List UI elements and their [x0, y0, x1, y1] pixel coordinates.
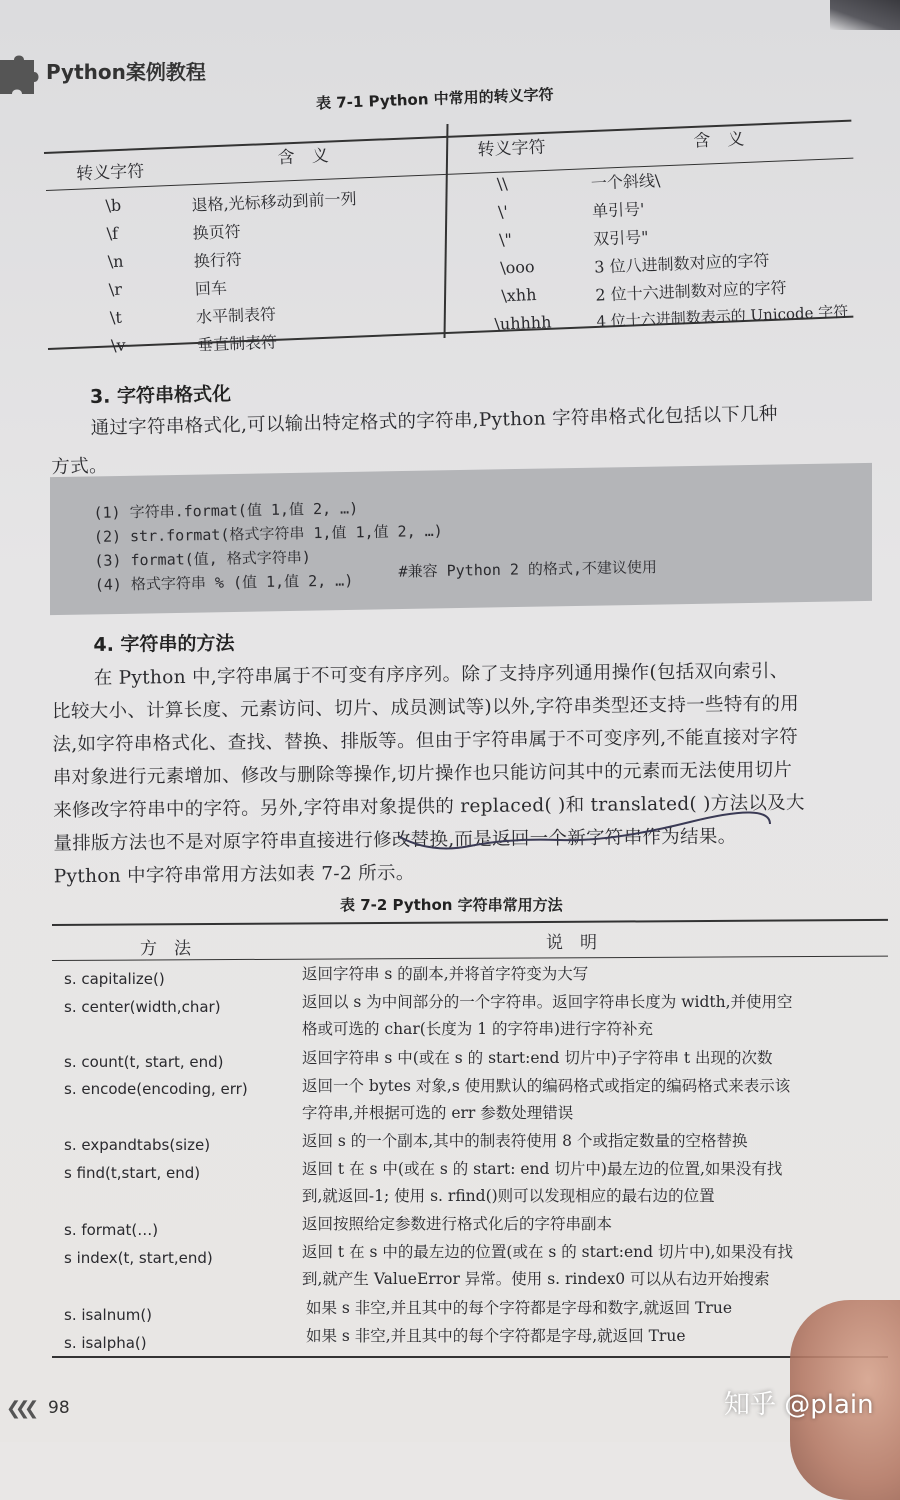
meaning-cell: 垂直制表符 — [196, 332, 278, 355]
meaning-cell: 换行符 — [193, 249, 243, 271]
meaning-cell: 双引号" — [592, 227, 649, 249]
method-description: 到,就返回-1; 使用 s. rfind()则可以发现相应的最右边的位置 — [302, 1187, 715, 1205]
method-description: 返回 t 在 s 中的最左边的位置(或在 s 的 start:end 切片中),如果没有找 — [302, 1243, 793, 1261]
method-name: s. count(t, start, end) — [64, 1053, 224, 1071]
code-line: (2) str.format(格式字符串 1,值 1,值 2, …) — [93, 521, 443, 546]
paragraph-line: 量排版方法也不是对原字符串直接进行修改替换,而是返回一个新字符串作为结果。 — [53, 826, 737, 855]
esc-cell: \' — [497, 202, 509, 222]
esc-cell: \" — [498, 229, 513, 250]
meaning-cell: 退格,光标移动到前一列 — [191, 189, 357, 215]
method-name: s. isalpha() — [64, 1334, 147, 1352]
paragraph-line: Python 中字符串常用方法如表 7-2 所示。 — [53, 862, 415, 888]
method-name: s find(t,start, end) — [64, 1164, 201, 1182]
method-description: 返回字符串 s 的副本,并将首字符变为大写 — [302, 965, 589, 983]
meaning-cell: 水平制表符 — [195, 304, 277, 327]
method-description: 返回字符串 s 中(或在 s 的 start:end 切片中)子字符串 t 出现的次数 — [302, 1049, 773, 1067]
code-line: (1) 字符串.format(值 1,值 2, …) — [93, 499, 359, 522]
method-description: 如果 s 非空,并且其中的每个字符都是字母和数字,就返回 True — [306, 1299, 732, 1317]
paragraph-line: 通过字符串格式化,可以输出特定格式的字符串,Python 字符串格式化包括以下几种 — [90, 403, 778, 439]
meaning-cell: 换页符 — [192, 221, 242, 243]
esc-cell: \t — [109, 307, 123, 328]
meaning-cell: 一个斜线\ — [590, 170, 661, 193]
paragraph-line: 法,如字符串格式化、查找、替换、排版等。但由于字符串属于不可变序列,不能直接对字符 — [52, 726, 799, 756]
method-name: s. isalnum() — [64, 1306, 153, 1324]
esc-cell: \\ — [496, 174, 509, 194]
table-caption: 表 7-1 Python 中常用的转义字符 — [315, 85, 554, 113]
paragraph-line: 方式。 — [51, 455, 109, 478]
code-line: (4) 格式字符串 % (值 1,值 2, …) — [94, 571, 354, 594]
watermark: 知乎 @plain — [724, 1390, 874, 1420]
header-esc-left: 转义字符 — [75, 161, 145, 185]
meaning-cell: 2 位十六进制数对应的字符 — [595, 277, 787, 305]
page-number: 98 — [48, 1398, 70, 1418]
method-name: s. encode(encoding, err) — [64, 1080, 248, 1098]
method-description: 返回按照给定参数进行格式化后的字符串副本 — [302, 1215, 613, 1233]
esc-cell: \f — [106, 223, 119, 244]
esc-cell: \xhh — [501, 284, 537, 306]
method-description: 返回 s 的一个副本,其中的制表符使用 8 个或指定数量的空格替换 — [302, 1132, 748, 1150]
paragraph-line: 串对象进行元素增加、修改与删除等操作,切片操作也只能访问其中的元素而无法使用切片 — [52, 759, 793, 789]
header-meaning-left: 含 义 — [277, 146, 330, 169]
chevrons-left-icon: ❮❮❮ — [6, 1398, 34, 1419]
method-description: 返回 t 在 s 中(或在 s 的 start: end 切片中)最左边的位置,如果没有找 — [302, 1160, 783, 1178]
code-line: (3) format(值, 格式字符串) — [94, 548, 311, 570]
esc-cell: \v — [110, 335, 126, 356]
method-name: s index(t, start,end) — [64, 1249, 213, 1267]
esc-cell: \n — [107, 251, 124, 272]
paragraph-line: 在 Python 中,字符串属于不可变有序序列。除了支持序列通用操作(包括双向索引、 — [93, 660, 789, 689]
meaning-cell: 回车 — [194, 278, 228, 299]
section-heading: 3. 字符串格式化 — [89, 383, 232, 408]
method-name: s. center(width,char) — [64, 998, 221, 1016]
esc-cell: \r — [108, 279, 123, 300]
method-name: s. expandtabs(size) — [64, 1136, 211, 1154]
header-description: 说 明 — [546, 933, 597, 953]
table-top-rule — [52, 919, 888, 926]
header-meaning-right: 含 义 — [692, 129, 745, 152]
table-bottom-rule — [52, 1356, 888, 1358]
esc-cell: \ooo — [499, 257, 535, 278]
table-caption: 表 7-2 Python 字符串常用方法 — [340, 896, 563, 914]
paragraph-line: 来修改字符串中的字符。另外,字符串对象提供的 replaced( )和 translated( )方法以及大 — [53, 792, 805, 822]
method-description: 返回一个 bytes 对象,s 使用默认的编码格式或指定的编码格式来表示该 — [302, 1077, 791, 1095]
method-description: 如果 s 非空,并且其中的每个字符都是字母,就返回 True — [306, 1327, 686, 1345]
method-description: 返回以 s 为中间部分的一个字符串。返回字符串长度为 width,并使用空 — [302, 993, 793, 1011]
method-description: 字符串,并根据可选的 err 参数处理错误 — [302, 1104, 574, 1122]
esc-cell: \b — [105, 195, 122, 216]
book-title: Python案例教程 — [46, 60, 206, 84]
paragraph-line: 比较大小、计算长度、元素访问、切片、成员测试等)以外,字符串类型还支持一些特有的用 — [52, 693, 800, 723]
header-method: 方 法 — [140, 939, 191, 959]
method-name: s. format(…) — [64, 1221, 159, 1239]
header-esc-right: 转义字符 — [477, 137, 546, 161]
method-name: s. capitalize() — [64, 970, 165, 988]
meaning-cell: 单引号' — [591, 199, 645, 221]
esc-cell: \uhhhh — [494, 312, 552, 334]
meaning-cell: 3 位八进制数对应的字符 — [593, 250, 770, 277]
section-heading: 4. 字符串的方法 — [93, 632, 235, 656]
method-description: 格或可选的 char(长度为 1 的字符串)进行字符补充 — [302, 1020, 654, 1038]
code-comment: #兼容 Python 2 的格式,不建议使用 — [398, 558, 658, 581]
method-description: 到,就产生 ValueError 异常。使用 s. rindex0 可以从右边开始搜索 — [302, 1270, 770, 1288]
meaning-cell: 4 位十六进制数表示的 Unicode 字符 — [596, 302, 849, 331]
